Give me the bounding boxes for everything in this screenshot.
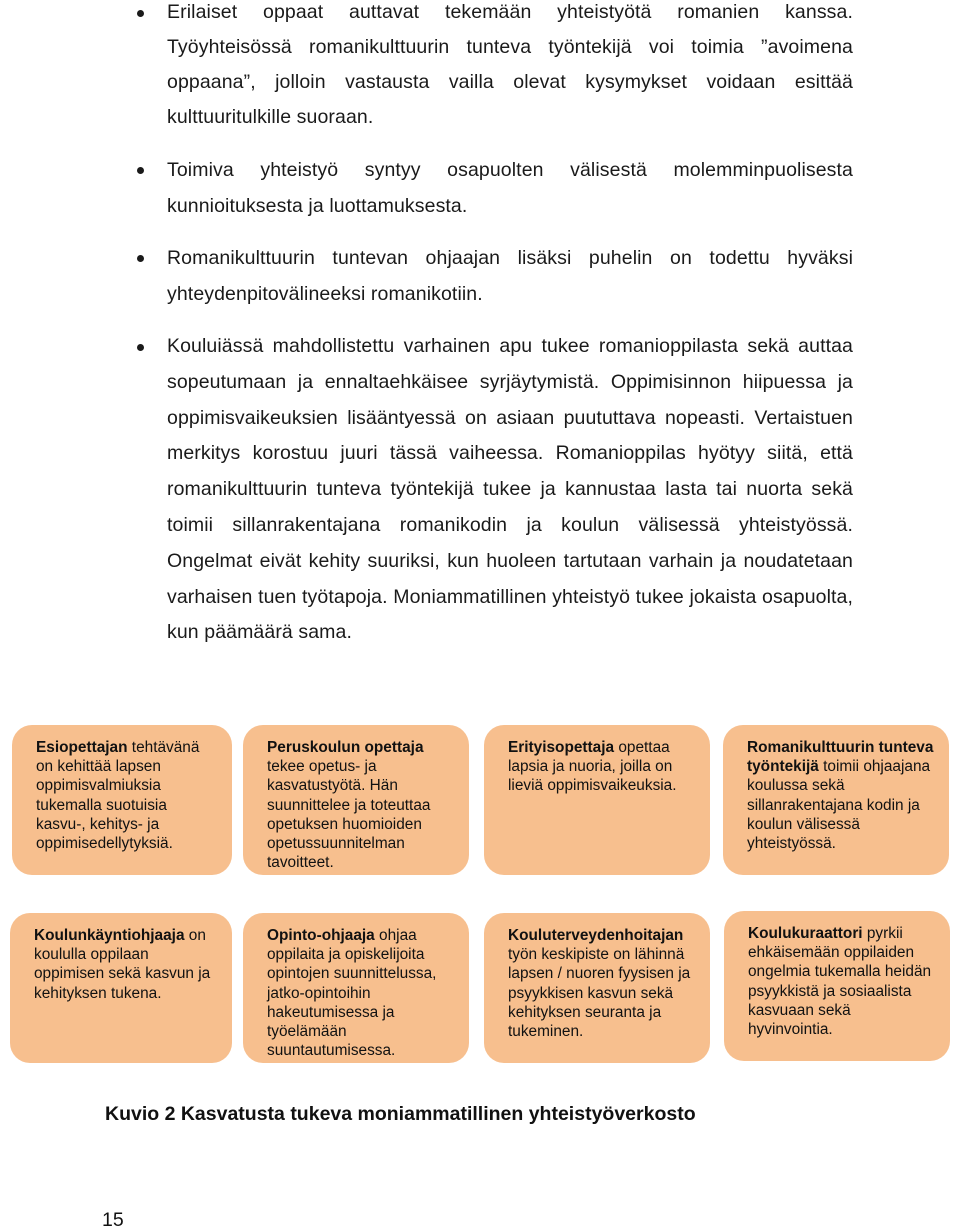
- role-title: Koulukuraattori: [748, 925, 863, 942]
- role-title: Esiopettajan: [36, 739, 128, 756]
- role-box-koulunkayntiohjaaja: [10, 913, 232, 1063]
- bullet-text: Toimiva yhteistyö syntyy osapuolten välisestä molemminpuolisesta kunnioituksesta ja luottamuksesta.: [167, 159, 853, 217]
- role-title: Romanikulttuurin tunteva työntekijä: [747, 739, 934, 776]
- role-box-romanikulttuurin-tunteva-tyontekija: [723, 725, 949, 875]
- role-description: opettaa lapsia ja nuoria, joilla on lieviä oppimisvaikeuksia.: [508, 739, 677, 795]
- role-description: työn keskipiste on lähinnä lapsen / nuoren fyysisen ja psyykkisen kasvun sekä kehityksen seuranta ja tukeminen.: [508, 946, 691, 1041]
- role-description: ohjaa oppilaita ja opiskelijoita opintojen suunnittelussa, jatko-opintoihin hakeutumisessa ja työelämään suuntautumisessa.: [267, 927, 437, 1060]
- figure-caption: Kuvio 2 Kasvatusta tukeva moniammatillinen yhteistyöverkosto: [105, 1103, 696, 1125]
- bullet-dot-icon: [137, 255, 144, 262]
- bullet-dot-icon: [137, 344, 144, 351]
- role-description: pyrkii ehkäisemään oppilaiden ongelmia tukemalla heidän psyykkistä ja sosiaalista kasvuaan sekä hyvinvointia.: [748, 925, 932, 1039]
- page-number: 15: [102, 1209, 124, 1231]
- role-title: Kouluterveydenhoitajan: [508, 927, 684, 944]
- bullet-text: Erilaiset oppaat auttavat tekemään yhteistyötä romanien kanssa. Työyhteisössä romanikulttuurin tunteva työntekijä voi toimia ”avoimena oppaana”, jolloin vastausta vailla olevat kysymykset voidaan esittää kulttuuritulkille suoraan.: [167, 1, 853, 128]
- role-title: Peruskoulun opettaja: [267, 739, 424, 756]
- role-box-erityisopettaja: [484, 725, 710, 875]
- role-description: tekee opetus- ja kasvatustyötä. Hän suunnittelee ja toteuttaa opetuksen huomioiden opetussuunnitelman tavoitteet.: [267, 758, 431, 872]
- role-box-koulukuraattori: [724, 911, 950, 1061]
- bullet-dot-icon: [137, 167, 144, 174]
- role-description: on koululla oppilaan oppimisen sekä kasvun ja kehityksen tukena.: [34, 927, 211, 1002]
- role-box-opinto-ohjaaja: [243, 913, 469, 1063]
- role-box-kouluterveydenhoitaja: [484, 913, 710, 1063]
- bullet-text: Kouluiässä mahdollistettu varhainen apu tukee romanioppilasta sekä auttaa sopeutumaan ja ennaltaehkäisee syrjäytymistä. Oppimisinnon hiipuessa ja oppimisvaikeuksien lisääntyessä on asiaan puututtava nopeasti. Vertaistuen merkitys korostuu juuri tässä vaiheessa. Romanioppilas hyötyy siitä, että romanikulttuurin tunteva työntekijä tukee ja kannustaa lasta tai nuorta sekä toimii sillanrakentajana romanikodin ja koulun välisessä yhteistyössä. Ongelmat eivät kehity suuriksi, kun huoleen tartutaan varhain ja noudatetaan varhaisen tuen työtapoja. Moniammatillinen yhteistyö tukee jokaista osapuolta, kun päämäärä sama.: [167, 335, 853, 644]
- role-description: toimii ohjaajana koulussa sekä sillanrakentajana kodin ja koulun välisessä yhteistyössä.: [747, 758, 931, 853]
- role-box-esiopettaja: [12, 725, 232, 875]
- bullet-dot-icon: [137, 10, 144, 17]
- role-title: Opinto-ohjaaja: [267, 927, 375, 944]
- role-box-peruskoulun-opettaja: [243, 725, 469, 875]
- bullet-text: Romanikulttuurin tuntevan ohjaajan lisäksi puhelin on todettu hyväksi yhteydenpitovälineeksi romanikotiin.: [167, 247, 853, 305]
- role-description: tehtävänä on kehittää lapsen oppimisvalmiuksia tukemalla suotuisia kasvu-, kehitys- ja oppimisedellytyksiä.: [36, 739, 200, 853]
- role-title: Koulunkäyntiohjaaja: [34, 927, 185, 944]
- role-title: Erityisopettaja: [508, 739, 615, 756]
